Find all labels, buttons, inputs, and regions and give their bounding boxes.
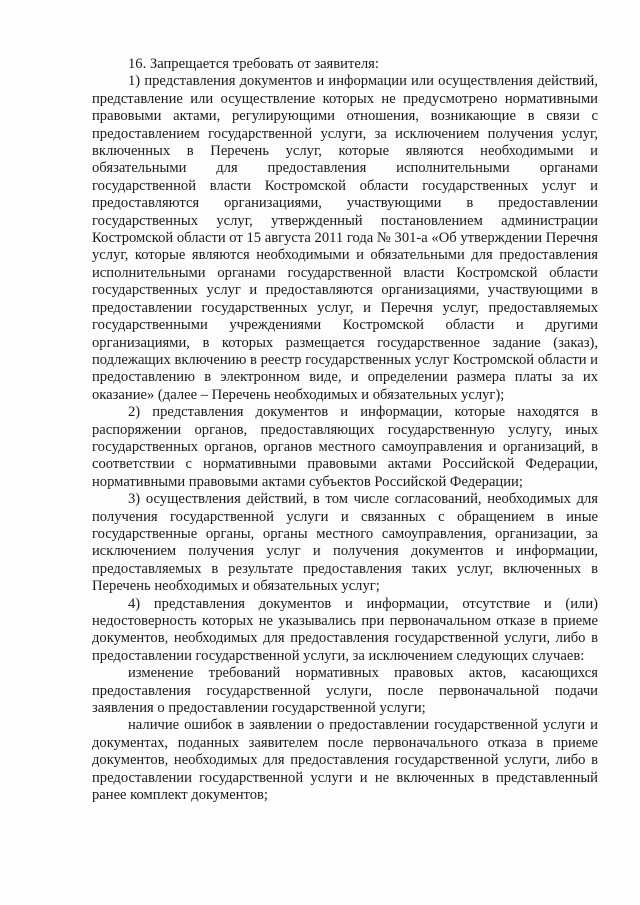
paragraph-2: 2) представления документов и информации, которые находятся в распоряжении органов, предоставляющих государственную услугу, иных государственных органов, органов местного самоуправления и организаций, в соответствии с нормативными правовыми актами Российской Федерации, нормативными правовыми актами субъектов Российской Федерации; [92, 404, 598, 490]
section-heading: 16. Запрещается требовать от заявителя: [128, 56, 379, 72]
paragraph-5: изменение требований нормативных правовых актов, касающихся предоставления государственной услуги, после первоначальной подачи заявления о предоставлении государственной услуги; [92, 665, 598, 717]
paragraph-6: наличие ошибок в заявлении о предоставлении государственной услуги и документах, поданных заявителем после первоначального отказа в приеме документов, необходимых для предоставления государственной услуги, либо в предоставлении государственной услуги и не включенных в представленный ранее комплект документов; [92, 717, 598, 804]
document-text [92, 56, 598, 804]
paragraph-1: 1) представления документов и информации или осуществления действий, представление или осуществление которых не предусмотрено нормативными правовыми актами, регулирующими отношения, возникающие в связи с предоставлением государственной услуги, за исключением получения услуг, включенных в Перечень услуг, которые являются необходимыми и обязательными для предоставления исполнительными органами государственной власти Костромской области государственных услуг и предоставляются организациями, участвующими в предоставлении государственных услуг, утвержденный постановлением администрации Костромской области от 15 августа 2011 года № 301-а «Об утверждении Перечня услуг, которые являются необходимыми и обязательными для предоставления исполнительными органами государственной власти Костромской области государственных услуг и предоставляются организациями, участвующими в предоставлении государственных услуг, и Перечня услуг, предоставляемых государственными учреждениями Костромской области и другими организациями, в которых размещается государственное задание (заказ), подлежащих включению в реестр государственных услуг Костромской области и предоставлению в электронном виде, и определении размера платы за их оказание» (далее – Перечень необходимых и обязательных услуг); [92, 73, 598, 403]
paragraph-3: 3) осуществления действий, в том числе согласований, необходимых для получения государственной услуги и связанных с обращением в иные государственные органы, органы местного самоуправления, организации, за исключением получения услуг и получения документов и информации, предоставляемых в результате предоставления таких услуг, включенных в Перечень необходимых и обязательных услуг; [92, 491, 598, 595]
paragraph-4: 4) представления документов и информации, отсутствие и (или) недостоверность которых не указывались при первоначальном отказе в приеме документов, необходимых для предоставления государственной услуги, либо в предоставлении государственной услуги, за исключением следующих случаев: [92, 595, 598, 664]
